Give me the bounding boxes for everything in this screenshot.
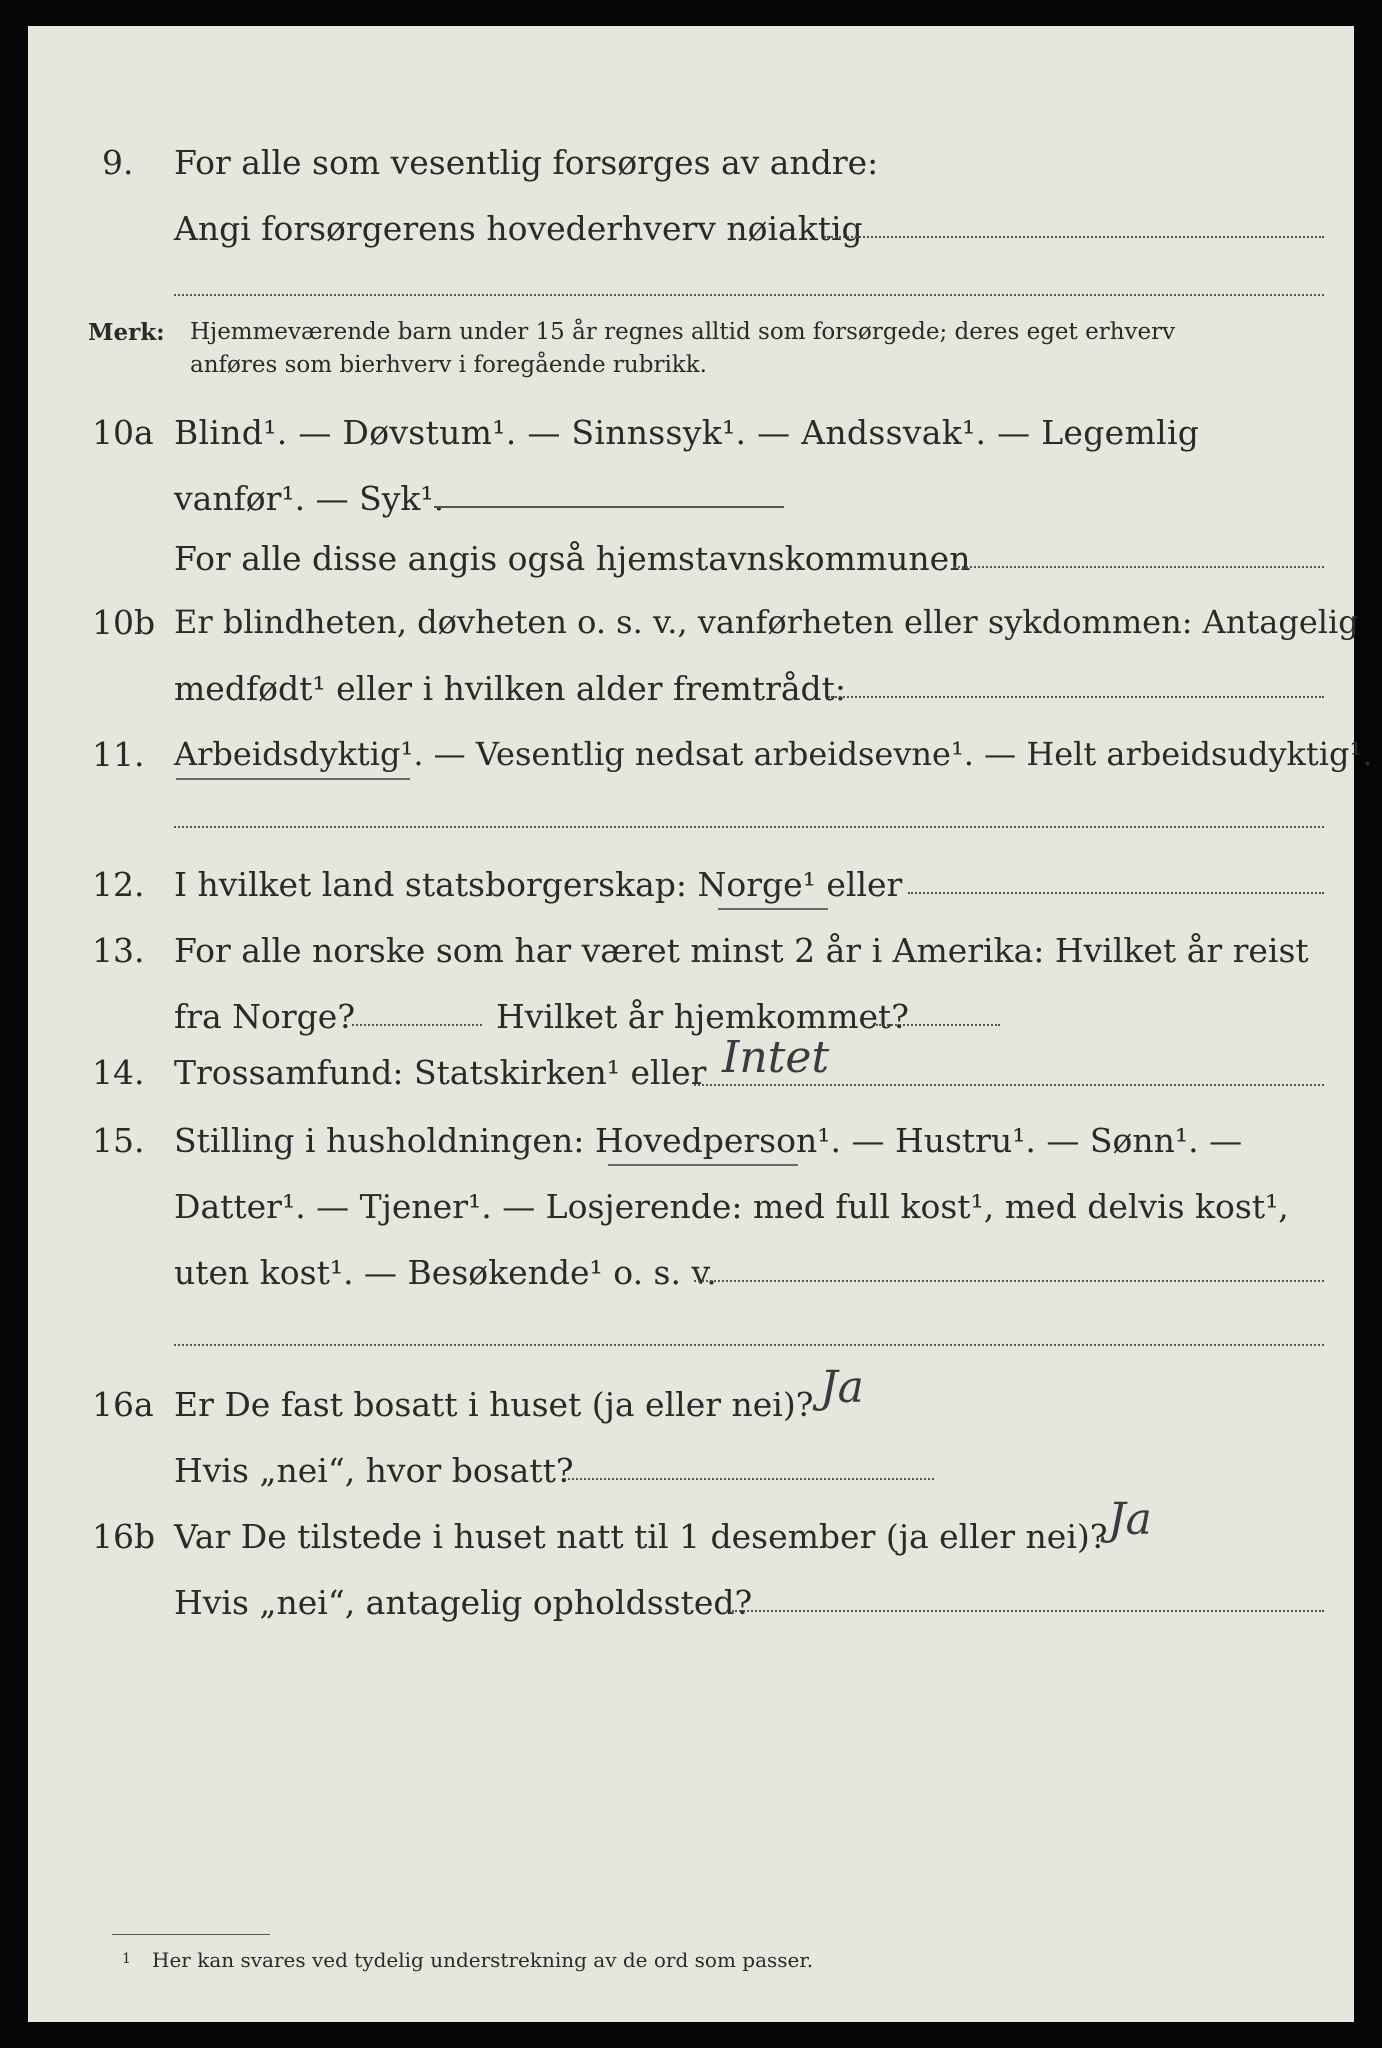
q14-line1: Trossamfund: Statskirken¹ eller <box>174 1053 707 1092</box>
q15-line1: Stilling i husholdningen: Hovedperson¹. — Hustru¹. — Sønn¹. — <box>174 1121 1243 1160</box>
q16b-handwritten-answer: Ja <box>1108 1494 1152 1545</box>
q16b-line1: Var De tilstede i huset natt til 1 desember (ja eller nei)? <box>174 1517 1108 1556</box>
footnote-mark: 1 <box>122 1951 131 1967</box>
q16b-line2: Hvis „nei“, antagelig opholdssted? <box>174 1583 753 1622</box>
footnote-text: Her kan svares ved tydelig understrekning av de ord som passer. <box>152 1948 814 1972</box>
q9-line2: Angi forsørgerens hovederhverv nøiaktig <box>174 209 863 248</box>
q9-answer-line-2[interactable] <box>174 294 1324 296</box>
merk-line1: Hjemmeværende barn under 15 år regnes alltid som forsørgede; deres eget erhverv <box>190 319 1176 345</box>
q15-number: 15. <box>92 1121 145 1160</box>
q16b-answer-line[interactable] <box>732 1610 1324 1612</box>
q10a-line1: Blind¹. — Døvstum¹. — Sinnssyk¹. — Andssvak¹. — Legemlig <box>174 413 1200 452</box>
q10b-line2: medfødt¹ eller i hvilken alder fremtrådt: <box>174 669 847 708</box>
merk-label: Merk: <box>88 319 165 346</box>
q10b-line1: Er blindheten, døvheten o. s. v., vanførheten eller sykdommen: Antagelig <box>174 603 1359 641</box>
q13-line2a: fra Norge? <box>174 997 356 1036</box>
q10a-line3: For alle disse angis også hjemstavnskommunen <box>174 539 971 578</box>
footnote-separator <box>112 1934 270 1935</box>
q13-reist-line[interactable] <box>352 1024 482 1026</box>
q13-line1: For alle norske som har været minst 2 år i Amerika: Hvilket år reist <box>174 931 1309 970</box>
q15-line3: uten kost¹. — Besøkende¹ o. s. v. <box>174 1253 717 1292</box>
q13-number: 13. <box>92 931 145 970</box>
q10a-number: 10a <box>92 413 154 452</box>
q15-answer-line-2[interactable] <box>174 1344 1324 1346</box>
q16b-number: 16b <box>92 1517 156 1556</box>
q9-line1: For alle som vesentlig forsørges av andre: <box>174 143 879 182</box>
q13-hjemkommet-line[interactable] <box>876 1024 1000 1026</box>
q9-number: 9. <box>102 143 134 182</box>
q12-line1: I hvilket land statsborgerskap: Norge¹ eller <box>174 865 903 904</box>
q10b-answer-line[interactable] <box>828 696 1324 698</box>
q15-underline-hovedperson <box>608 1164 798 1166</box>
q12-answer-line[interactable] <box>908 892 1324 894</box>
q12-underline-norge <box>718 908 828 910</box>
q16a-line2: Hvis „nei“, hvor bosatt? <box>174 1451 574 1490</box>
q12-number: 12. <box>92 865 145 904</box>
q10b-number: 10b <box>92 603 156 642</box>
q14-number: 14. <box>92 1053 145 1092</box>
q16a-number: 16a <box>92 1385 154 1424</box>
q11-line1: Arbeidsdyktig¹. — Vesentlig nedsat arbeidsevne¹. — Helt arbeidsudyktig¹. <box>174 735 1373 773</box>
q11-answer-line[interactable] <box>174 826 1324 828</box>
q10a-hometown-line[interactable] <box>954 566 1324 568</box>
census-form-page <box>28 26 1373 2022</box>
q15-line2: Datter¹. — Tjener¹. — Losjerende: med full kost¹, med delvis kost¹, <box>174 1187 1289 1226</box>
q10a-answer-line[interactable] <box>434 506 784 508</box>
q16a-answer-line[interactable] <box>564 1478 934 1480</box>
q14-handwritten-answer: Intet <box>722 1032 830 1083</box>
merk-line2: anføres som bierhverv i foregående rubrikk. <box>190 352 707 378</box>
q16a-line1: Er De fast bosatt i huset (ja eller nei)? <box>174 1385 814 1424</box>
q11-underline-arbeidsdyktig <box>176 778 410 780</box>
q13-line2b: Hvilket år hjemkommet? <box>496 997 909 1036</box>
q9-answer-line[interactable] <box>824 236 1324 238</box>
q11-number: 11. <box>92 735 145 774</box>
q16a-handwritten-answer: Ja <box>820 1362 864 1413</box>
q14-answer-line[interactable] <box>694 1084 1324 1086</box>
q10a-line2: vanfør¹. — Syk¹. <box>174 479 445 518</box>
q15-answer-line[interactable] <box>694 1280 1324 1282</box>
